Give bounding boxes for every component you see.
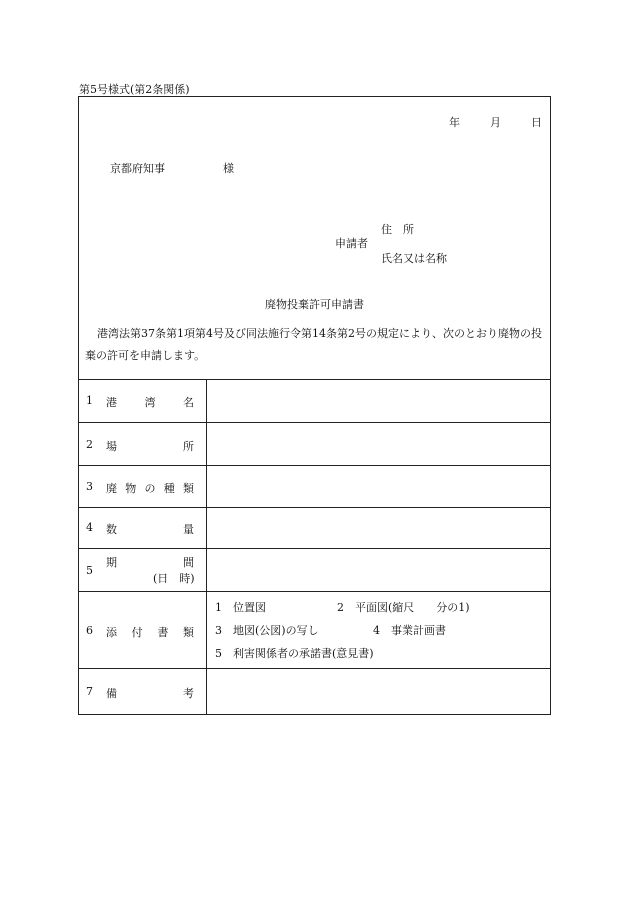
applicant-name-label: 氏名又は名称 [381, 252, 447, 265]
row-label [79, 508, 207, 548]
row-label-text [106, 394, 194, 410]
quantity-field[interactable] [208, 508, 550, 548]
waste-type-field[interactable] [208, 466, 550, 507]
row-number: 1 [86, 394, 93, 407]
label-char: 量 [183, 523, 194, 536]
label-char: の [144, 482, 156, 495]
applicant-label: 申請者 [335, 237, 368, 250]
row-number: 4 [86, 521, 93, 534]
row-label-text [106, 480, 194, 496]
label-char: 付 [131, 626, 143, 639]
attachment-item: 5 利害関係者の承諾書(意見書) [215, 647, 374, 660]
period-sub-label: (日 時) [153, 572, 195, 585]
row-label [79, 380, 207, 422]
period-field[interactable] [208, 549, 550, 591]
label-char: 数 [106, 523, 117, 536]
label-char: 類 [183, 482, 194, 495]
attachment-item: 3 地図(公図)の写し [215, 624, 319, 637]
label-char: 添 [106, 626, 117, 639]
table-row [79, 508, 550, 549]
table-row [79, 549, 550, 592]
row-label [79, 592, 207, 668]
table-row [79, 380, 550, 423]
addressee-name: 京都府知事 [110, 162, 165, 175]
label-char: 考 [183, 687, 194, 700]
row-label-text [106, 624, 194, 640]
date-line [449, 114, 542, 130]
attachment-item: 1 位置図 [215, 601, 266, 614]
label-char: 種 [163, 482, 175, 495]
label-char: 備 [106, 687, 117, 700]
addressee-honorific: 様 [223, 162, 234, 175]
row-label [79, 466, 207, 507]
row-label [79, 669, 207, 715]
label-char: 湾 [144, 396, 156, 409]
applicant-block [335, 221, 545, 271]
form-rows [79, 380, 550, 715]
date-year-label: 年 [449, 116, 460, 129]
row-label-text [106, 521, 194, 537]
row-label [79, 549, 207, 591]
location-field[interactable] [208, 423, 550, 465]
label-char: 所 [183, 440, 194, 453]
label-char: 期 [106, 556, 117, 569]
row-label-text [106, 685, 194, 701]
applicant-address-label: 住 所 [381, 223, 414, 236]
label-char: 廃 [106, 482, 117, 495]
label-char: 名 [183, 396, 194, 409]
row-number: 7 [86, 685, 93, 698]
form-header-section [79, 97, 550, 380]
label-char: 場 [106, 440, 117, 453]
label-char: 間 [183, 556, 194, 569]
row-number: 5 [86, 564, 93, 577]
addressee [110, 160, 234, 176]
attachment-item: 4 事業計画書 [373, 624, 446, 637]
table-row [79, 466, 550, 508]
label-char: 書 [157, 626, 169, 639]
application-form [78, 96, 551, 715]
date-day-label: 日 [531, 116, 542, 129]
row-label [79, 423, 207, 465]
row-number: 2 [86, 438, 93, 451]
table-row [79, 669, 550, 715]
label-char: 物 [125, 482, 137, 495]
row-label-text [106, 554, 194, 570]
row-number: 3 [86, 480, 93, 493]
table-row [79, 592, 550, 669]
form-number: 第5号様式(第2条関係) [79, 83, 190, 96]
date-month-label: 月 [490, 116, 501, 129]
table-row [79, 423, 550, 466]
attachments-field [208, 592, 550, 668]
attachment-item: 2 平面図(縮尺 分の1) [337, 601, 470, 614]
document-body: 港湾法第37条第1項第4号及び同法施行令第14条第2号の規定により、次のとおり廃物の投棄の許可を申請します。 [85, 327, 542, 362]
label-char: 港 [106, 396, 117, 409]
document-title: 廃物投棄許可申請書 [265, 298, 364, 311]
label-char: 類 [182, 626, 194, 639]
port-name-field[interactable] [208, 380, 550, 422]
row-number: 6 [86, 624, 93, 637]
remarks-field[interactable] [208, 669, 550, 715]
row-label-text [106, 438, 194, 454]
